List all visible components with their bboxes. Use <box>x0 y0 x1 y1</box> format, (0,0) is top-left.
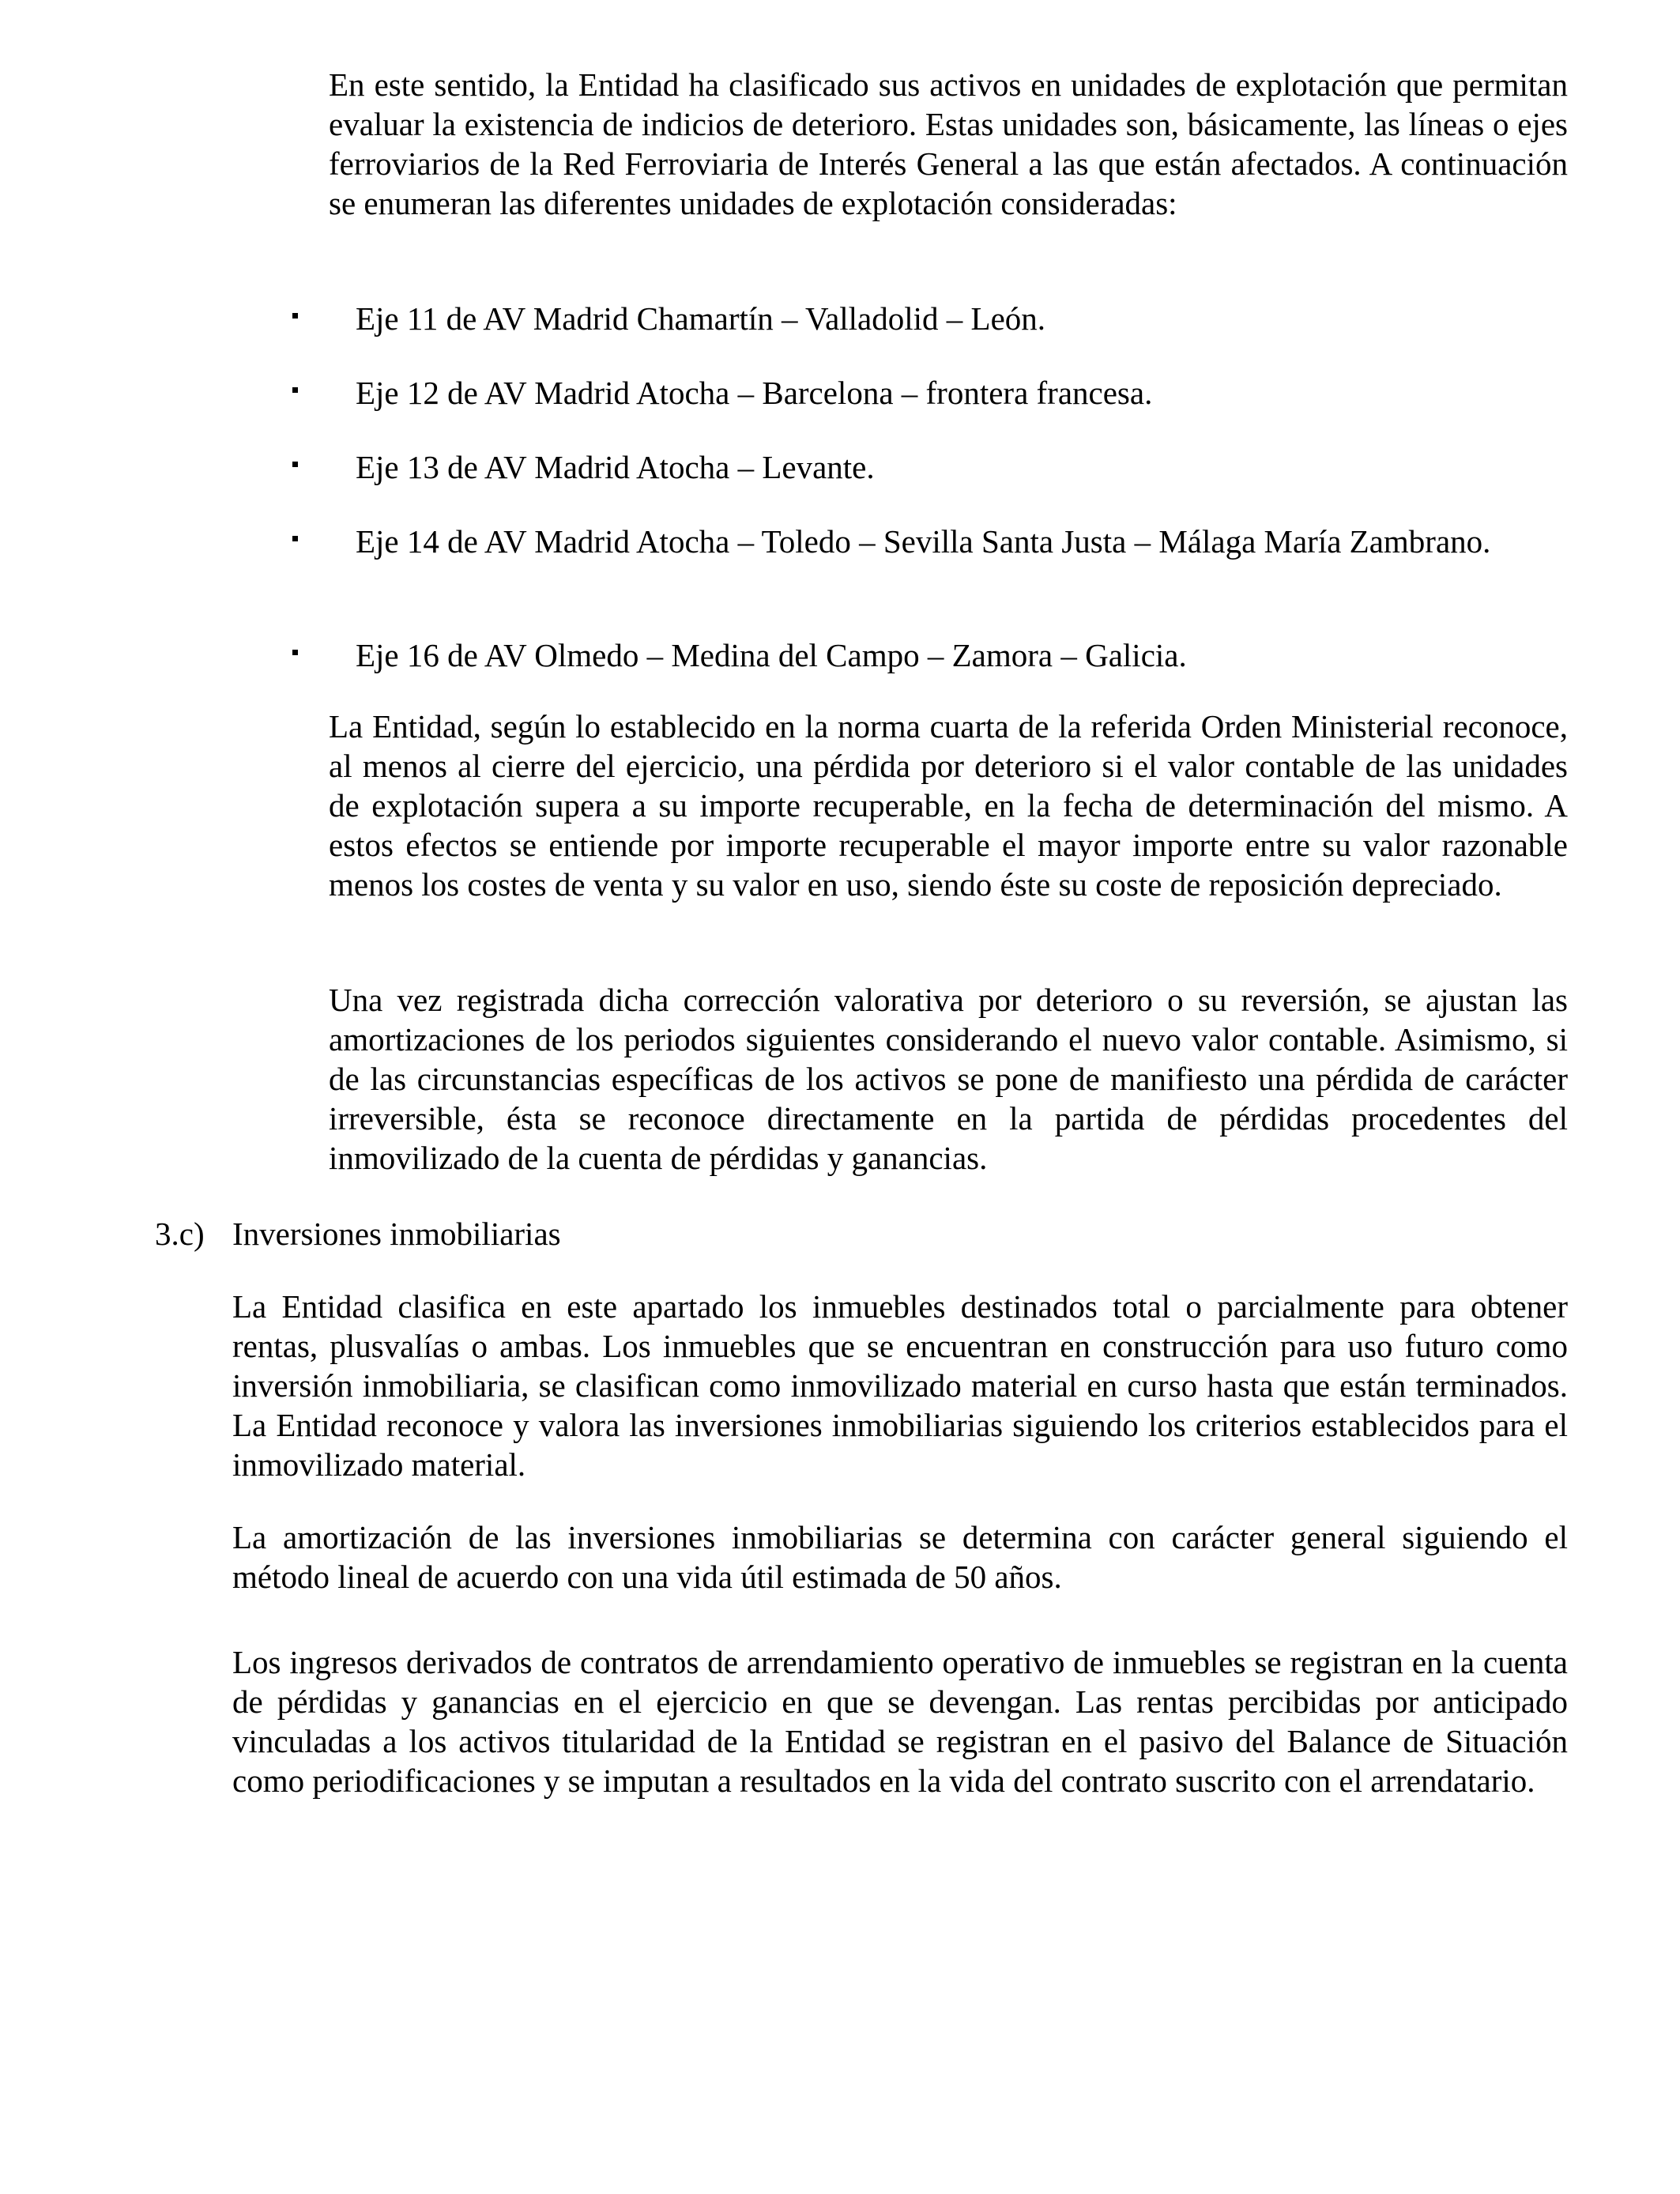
section-number: 3.c) <box>155 1216 205 1252</box>
list-item-text: Eje 11 de AV Madrid Chamartín – Valladolid – León. <box>356 300 1046 337</box>
section-heading <box>155 1214 561 1253</box>
section-paragraph-2: La amortización de las inversiones inmobiliarias se determina con carácter general siguiendo el método lineal de acuerdo con una vida útil estimada de 50 años. <box>232 1519 1568 1595</box>
bullet-icon <box>292 387 298 393</box>
section-paragraph-1: La Entidad clasifica en este apartado los inmuebles destinados total o parcialmente para obtener rentas, plusvalías o ambas. Los inmuebles que se encuentran en construcción para uso futuro como inversión inmobiliaria, se clasifican como inmovilizado material en curso hasta que están terminados. La Entidad reconoce y valora las inversiones inmobiliarias siguiendo los criterios establecidos para el inmovilizado material. <box>232 1288 1568 1483</box>
intro-paragraph: En este sentido, la Entidad ha clasificado sus activos en unidades de explotación que permitan evaluar la existencia de indicios de deterioro. Estas unidades son, básicamente, las líneas o ejes ferroviarios de la Red Ferroviaria de Interés General a las que están afectados. A continuación se enumeran las diferentes unidades de explotación consideradas: <box>329 66 1568 221</box>
bullet-icon <box>292 650 298 655</box>
bullet-icon <box>292 462 298 467</box>
bullet-icon <box>292 313 298 319</box>
section-title: Inversiones inmobiliarias <box>232 1216 561 1252</box>
impairment-paragraph-2: Una vez registrada dicha corrección valorativa por deterioro o su reversión, se ajustan las amortizaciones de los periodos siguientes considerando el nuevo valor contable. Asimismo, si de las circunstancias específicas de los activos se pone de manifiesto una pérdida de carácter irreversible, ésta se reconoce directamente en la partida de pérdidas procedentes del inmovilizado de la cuenta de pérdidas y ganancias. <box>329 982 1568 1176</box>
list-item-text: Eje 16 de AV Olmedo – Medina del Campo – Zamora – Galicia. <box>356 637 1187 673</box>
section-paragraph-3: Los ingresos derivados de contratos de arrendamiento operativo de inmuebles se registran en la cuenta de pérdidas y ganancias en el ejercicio en que se devengan. Las rentas percibidas por anticipado vinculadas a los activos titularidad de la Entidad se registran en el pasivo del Balance de Situación como periodificaciones y se imputan a resultados en la vida del contrato suscrito con el arrendatario. <box>232 1644 1568 1799</box>
list-item-text: Eje 12 de AV Madrid Atocha – Barcelona – frontera francesa. <box>356 375 1153 411</box>
list-item-text: Eje 14 de AV Madrid Atocha – Toledo – Sevilla Santa Justa – Málaga María Zambrano. <box>356 523 1491 560</box>
impairment-paragraph-1: La Entidad, según lo establecido en la norma cuarta de la referida Orden Ministerial reconoce, al menos al cierre del ejercicio, una pérdida por deterioro si el valor contable de las unidades de explotación supera a su importe recuperable, en la fecha de determinación del mismo. A estos efectos se entiende por importe recuperable el mayor importe entre su valor razonable menos los costes de venta y su valor en uso, siendo éste su coste de reposición depreciado. <box>329 708 1568 903</box>
list-item-text: Eje 13 de AV Madrid Atocha – Levante. <box>356 449 875 485</box>
bullet-icon <box>292 536 298 541</box>
